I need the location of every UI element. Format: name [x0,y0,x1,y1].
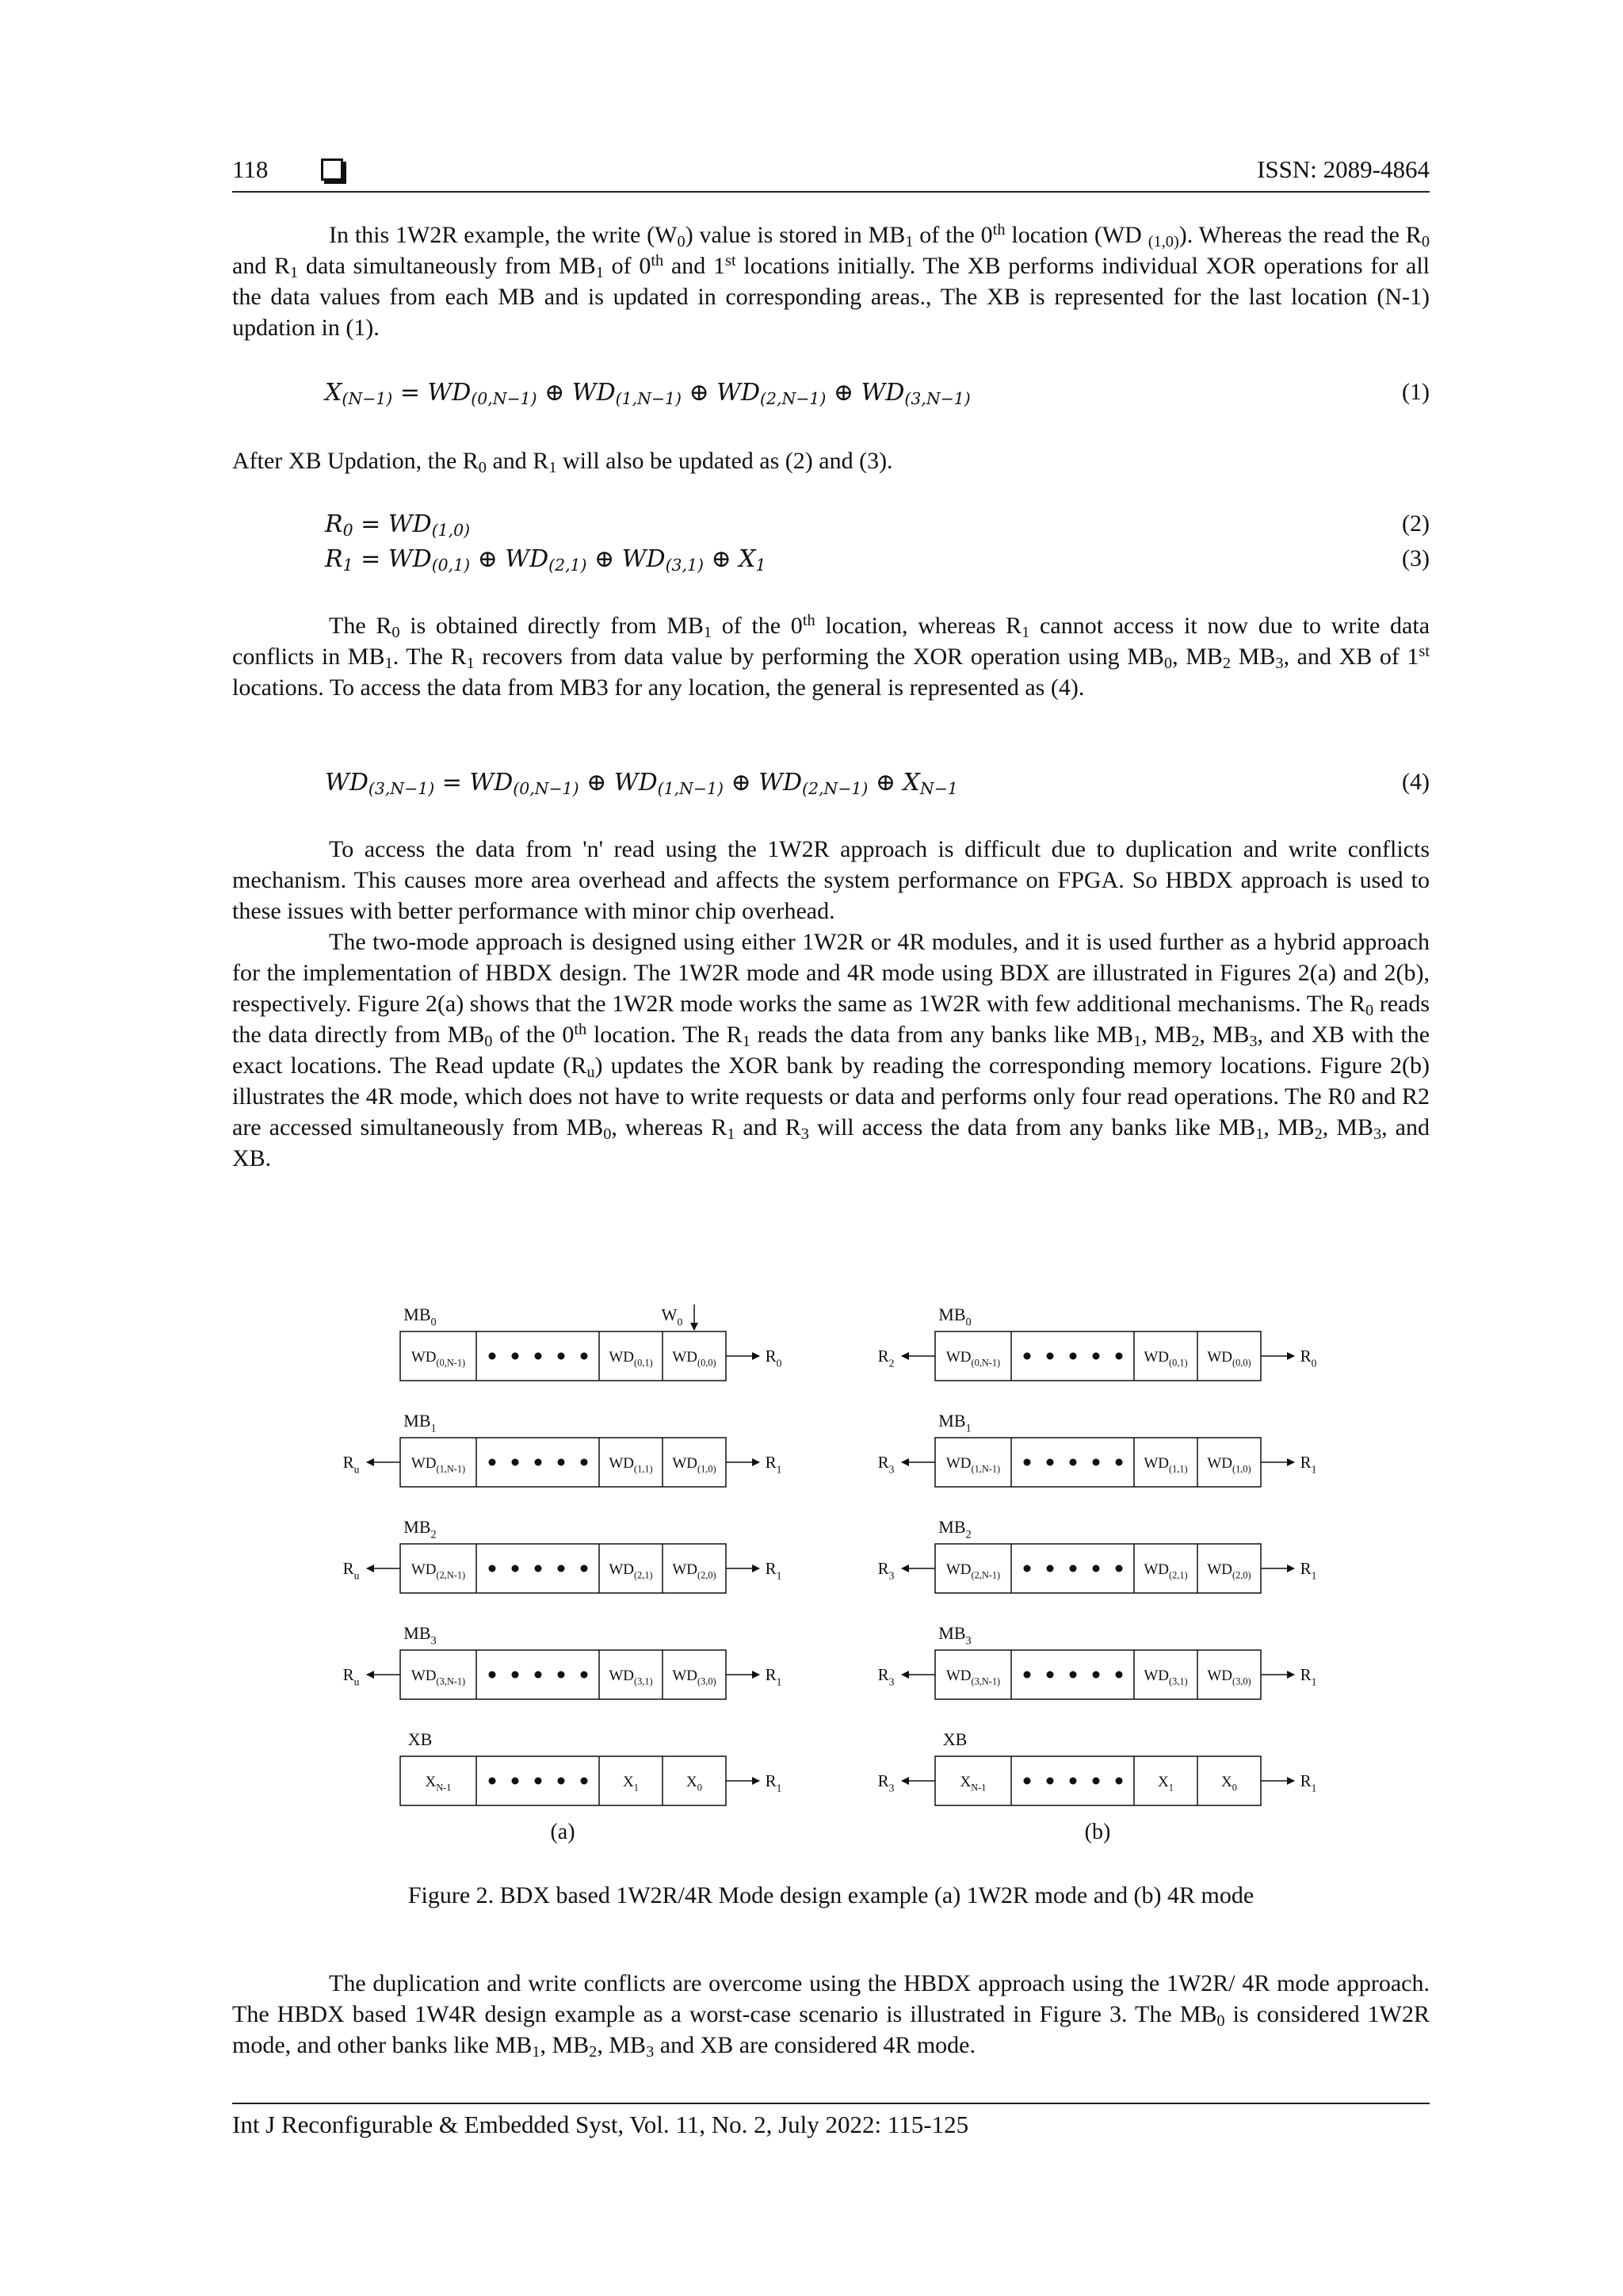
ellipsis-dot [581,1459,588,1466]
cell-label: $WD_{(0,1)}$ [609,1349,653,1369]
figure-panel-b [878,1305,1317,1844]
equation-2: $R_0 = WD_{(1,0)}$ (2) [325,510,1430,541]
cell-label: $X_1$ [1158,1774,1174,1794]
bank-name: $MB_0$ [403,1305,437,1329]
left-output-label: $R_3$ [877,1559,895,1582]
ellipsis-dot [1047,1459,1054,1466]
ellipsis-dot [535,1671,542,1679]
equation-number: (4) [1402,769,1430,795]
page-number: 118 [232,155,269,183]
bank-mb0 [400,1305,782,1381]
ellipsis-dot [535,1353,542,1360]
paragraph-2: After XB Updation, the $R_0$ and $R_1$ will also be updated as (2) and (3). [232,448,893,477]
cell-label: $WD_{(2,0)}$ [1207,1561,1251,1581]
ellipsis-dot [1070,1671,1077,1679]
cell-label: $WD_{(0,0)}$ [672,1349,716,1369]
left-output-label: $R_u$ [342,1453,360,1476]
ellipsis-dot [489,1353,496,1360]
bank-name: XB [942,1729,968,1749]
paragraph-4: To access the data from 'n' read using the 1W2R approach is difficult due to duplication and write conflicts mechanism. This causes more area overhead and affects the system performance on FPGA. So HBDX approach is used to these issues with better performance with minor chip overhead. The two-mode approach is designed using either 1W2R or 4R modules, and it is used further as a hybrid approach for the implementation of HBDX design. The 1W2R mode and 4R mode using BDX are illustrated in Figures 2(a) and 2(b), respectively. Figure 2(a) shows that the 1W2R mode works the same as 1W2R with few additional mechanisms. The $R_0$ reads the data directly from $MB_0$ of the 0th location. The $R_1$ reads the data from any banks like $MB_1$, $MB_2$, $MB_3$, and XB with the exact locations. The Read update $(R_u)$ updates the XOR bank by reading the corresponding memory locations. Figure 2(b) illustrates the 4R mode, which does not have to write requests or data and performs only four read operations. The R0 and R2 are accessed simultaneously from $MB_0$, whereas $R_1$ and $R_3$ will access the data from any banks like $MB_1$, $MB_2$, $MB_3$, and XB. [232,836,1430,1171]
cell-label: $WD_{(2,1)}$ [1144,1561,1188,1581]
bdx-figure [325,1292,1339,1855]
bank-name: $MB_2$ [403,1517,437,1541]
bank-xb [400,1729,781,1805]
cell-label: $WD_{(1,0)}$ [672,1455,716,1475]
figure-caption: Figure 2. BDX based 1W2R/4R Mode design example (a) 1W2R mode and (b) 4R mode [407,1882,1254,1908]
ellipsis-dot [489,1671,496,1679]
cell-label: $WD_{(3,N-1)}$ [945,1668,1001,1687]
cell-label: $WD_{(3,1)}$ [1144,1668,1188,1687]
ellipsis-dot [1070,1565,1077,1572]
ellipsis-dot [581,1353,588,1360]
ellipsis-dot [1024,1565,1031,1572]
ellipsis-dot [1047,1353,1054,1360]
ellipsis-dot [558,1459,565,1466]
ellipsis-dot [558,1778,565,1785]
write-label: $W_0$ [661,1305,683,1328]
ellipsis-dot [1047,1778,1054,1785]
ellipsis-dot [1116,1671,1123,1679]
cell-label: $WD_{(1,N-1)}$ [945,1455,1001,1475]
equation-1: $X_{(N-1)} = WD_{(0,N-1)}$ ⊕ $WD_{(1,N-1)}$ ⊕ $WD_{(2,N-1)}$ ⊕ $WD_{(3,N-1)}$ (1) [325,379,1430,409]
ellipsis-dot [1093,1671,1100,1679]
ellipsis-dot [535,1778,542,1785]
bank-name: $MB_1$ [938,1411,972,1435]
right-output-label: $R_1$ [765,1559,782,1582]
ellipsis-dot [1093,1459,1100,1466]
paragraph-5: The duplication and write conflicts are overcome using the HBDX approach using the 1W2R/ 4R mode approach. The HBDX based 1W4R design example as a worst-case scenario is illustrated in Figure 3. The $MB_0$ is considered 1W2R mode, and other banks like $MB_1$, $MB_2$, $MB_3$ and XB are considered 4R mode. [232,1970,1430,2061]
ellipsis-dot [581,1671,588,1679]
bank-mb2 [878,1517,1317,1593]
cell-label: $WD_{(1,0)}$ [1207,1455,1251,1475]
cell-label: $X_1$ [623,1774,639,1794]
equation-3: $R_1 = WD_{(0,1)}$ ⊕ $WD_{(2,1)}$ ⊕ $WD_{(3,1)}$ ⊕ $X_1$ (3) [325,545,1430,575]
ellipsis-dot [489,1565,496,1572]
bank-name: $MB_0$ [938,1305,972,1329]
ellipsis-dot [535,1459,542,1466]
cell-label: $WD_{(2,0)}$ [672,1561,716,1581]
right-output-label: $R_1$ [1300,1771,1317,1794]
paragraph-1: In this 1W2R example, the write $(W_0)$ value is stored in $MB_1$ of the 0th location (WD $_{(1,0)}$). Whereas the read the $R_0$ and $R_1$ data simultaneously from $MB_1$ of 0th and 1st locations initially. The XB performs individual XOR operations for all the data values from each MB and is updated in corresponding areas., The XB is represented for the last location (N-1) updation in (1). [232,220,1430,341]
cell-label: $WD_{(1,N-1)}$ [411,1455,466,1475]
ellipsis-dot [1047,1565,1054,1572]
ellipsis-dot [558,1353,565,1360]
cell-label: $WD_{(1,1)}$ [609,1455,653,1475]
left-output-label: $R_2$ [877,1347,895,1370]
ellipsis-dot [1093,1778,1100,1785]
ellipsis-dot [512,1565,519,1572]
ellipsis-dot [1093,1565,1100,1572]
ellipsis-dot [1116,1459,1123,1466]
figure-panel-a [343,1305,782,1844]
ellipsis-dot [1070,1778,1077,1785]
left-output-label: $R_3$ [877,1453,895,1476]
cell-label: $WD_{(3,0)}$ [672,1668,716,1687]
cell-label: $X_{N-1}$ [960,1774,987,1794]
equation-4: $WD_{(3,N-1)} = WD_{(0,N-1)}$ ⊕ $WD_{(1,N-1)}$ ⊕ $WD_{(2,N-1)}$ ⊕ $X_{N-1}$ (4) [325,769,1430,799]
ellipsis-dot [558,1671,565,1679]
ellipsis-dot [512,1778,519,1785]
right-output-label: $R_1$ [1300,1665,1317,1688]
page-footer: Int J Reconfigurable & Embedded Syst, Vol. 11, No. 2, July 2022: 115-125 [232,2111,969,2138]
bank-xb [878,1729,1317,1805]
equation-number: (3) [1402,545,1430,571]
right-output-label: $R_1$ [765,1665,782,1688]
ellipsis-dot [1116,1778,1123,1785]
cell-label: $X_{N-1}$ [425,1774,452,1794]
paragraph-3: The $R_0$ is obtained directly from $MB_1$ of the 0th location, whereas $R_1$ cannot access it now due to write data conflicts in $MB_1$. The $R_1$ recovers from data value by performing the XOR operation using $MB_0$, $MB_2$ $MB_3$, and XB of 1st locations. To access the data from MB3 for any location, the general is represented as (4). [232,611,1430,701]
cell-label: $WD_{(0,N-1)}$ [945,1349,1001,1369]
cell-label: $WD_{(0,1)}$ [1144,1349,1188,1369]
ellipsis-dot [1024,1353,1031,1360]
bank-mb3 [878,1623,1317,1699]
ellipsis-dot [1024,1778,1031,1785]
ellipsis-dot [558,1565,565,1572]
ellipsis-dot [1024,1671,1031,1679]
issn-label: ISSN: 2089-4864 [1257,155,1430,183]
right-output-label: $R_1$ [1300,1559,1317,1582]
cell-label: $WD_{(0,0)}$ [1207,1349,1251,1369]
ellipsis-dot [512,1671,519,1679]
left-output-label: $R_u$ [342,1665,360,1688]
cell-label: $WD_{(3,1)}$ [609,1668,653,1687]
bank-name: $MB_3$ [938,1623,972,1648]
panel-label: (b) [1084,1820,1111,1844]
cell-label: $X_0$ [1221,1774,1237,1794]
ellipsis-dot [1047,1671,1054,1679]
ellipsis-dot [489,1778,496,1785]
ellipsis-dot [512,1353,519,1360]
ellipsis-dot [1070,1353,1077,1360]
bank-mb2 [343,1517,782,1593]
ellipsis-dot [581,1565,588,1572]
box-glyph [321,159,343,181]
footer-rule [232,2103,1430,2104]
cell-label: $WD_{(3,N-1)}$ [411,1668,466,1687]
cell-label: $WD_{(2,N-1)}$ [411,1561,466,1581]
bank-name: $MB_1$ [403,1411,437,1435]
left-output-label: $R_3$ [877,1771,895,1794]
ellipsis-dot [489,1459,496,1466]
cell-label: $WD_{(2,N-1)}$ [945,1561,1001,1581]
ellipsis-dot [581,1778,588,1785]
right-output-label: $R_0$ [765,1347,782,1370]
cell-label: $WD_{(0,N-1)}$ [411,1349,466,1369]
header-rule [232,191,1430,193]
ellipsis-dot [1070,1459,1077,1466]
cell-label: $WD_{(1,1)}$ [1144,1455,1188,1475]
cell-label: $X_0$ [686,1774,702,1794]
bank-mb1 [878,1411,1317,1487]
bank-name: XB [407,1729,433,1749]
cell-label: $WD_{(2,1)}$ [609,1561,653,1581]
bank-name: $MB_3$ [403,1623,437,1648]
ellipsis-dot [535,1565,542,1572]
right-output-label: $R_1$ [765,1453,782,1476]
page-header [232,155,1430,192]
right-output-label: $R_0$ [1300,1347,1317,1370]
right-output-label: $R_1$ [765,1771,782,1794]
right-output-label: $R_1$ [1300,1453,1317,1476]
ellipsis-dot [1116,1565,1123,1572]
bank-mb0 [878,1305,1317,1381]
equation-number: (1) [1402,379,1430,405]
bank-name: $MB_2$ [938,1517,972,1541]
ellipsis-dot [512,1459,519,1466]
ellipsis-dot [1116,1353,1123,1360]
ellipsis-dot [1093,1353,1100,1360]
ellipsis-dot [1024,1459,1031,1466]
left-output-label: $R_u$ [342,1559,360,1582]
left-output-label: $R_3$ [877,1665,895,1688]
bank-mb3 [343,1623,782,1699]
cell-label: $WD_{(3,0)}$ [1207,1668,1251,1687]
equation-number: (2) [1402,510,1430,537]
panel-label: (a) [550,1820,575,1844]
bank-mb1 [343,1411,782,1487]
